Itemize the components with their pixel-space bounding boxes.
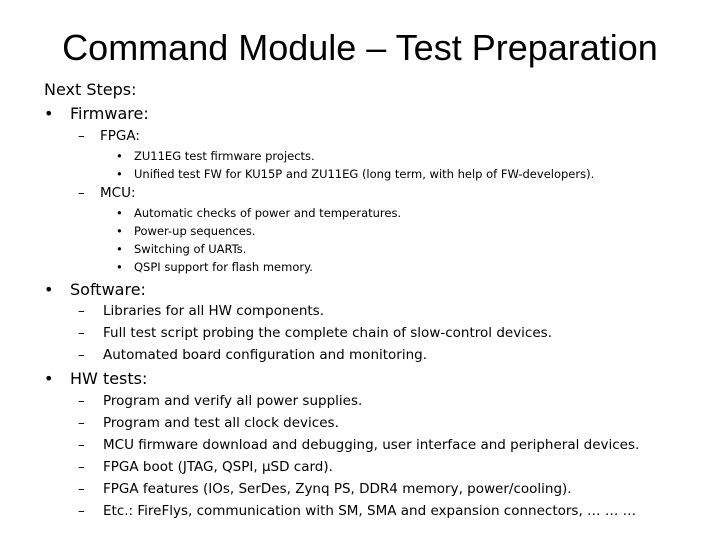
heading-next-steps: Next Steps: [44, 80, 137, 99]
slide: Command Module – Test Preparation Next Steps: • Firmware: – FPGA: • ZU11EG test firmware projects. • Unified test FW for KU15P and ZU11EG (long term, with help of FW-developers). – MCU: • Automatic checks of power and temperatures. • Power-up sequences. • Switching of UARTs. • QSPI support for flash memory. • Software: – Libraries for all HW components. – Full test script probing the complete chain of slow-control devices. – Automated board configuration and monitoring. • HW tests: – Program and verify all power supplies. – Program and test all clock devices. – MCU firmware download and debugging, user interface and peripheral devices. – FPGA boot (JTAG, QSPI, µSD card). – FPGA features (IOs, SerDes, Zynq PS, DDR4 memory, power/cooling). – Etc.: FireFlys, communication with SM, SMA and expansion connectors, … … … [0, 0, 720, 540]
group-label: MCU: [100, 185, 136, 201]
dash-icon: – [78, 415, 85, 431]
dash-icon: – [78, 459, 85, 475]
bullet-icon: • [116, 224, 123, 238]
bullet-icon: • [116, 206, 123, 220]
bullet-icon: • [116, 260, 123, 274]
slide-title: Command Module – Test Preparation [62, 27, 658, 68]
dash-icon: – [78, 325, 85, 341]
bullet-icon: • [116, 242, 123, 256]
section-label: HW tests: [70, 369, 148, 388]
section-label: Firmware: [70, 104, 149, 123]
bullet-icon: • [116, 149, 123, 163]
dash-icon: – [78, 437, 85, 453]
dash-icon: – [78, 393, 85, 409]
group-label: FPGA: [100, 128, 140, 144]
dash-icon: – [78, 347, 85, 363]
section-label: Software: [70, 280, 146, 299]
bullet-icon: • [116, 167, 123, 181]
dash-icon: – [78, 185, 85, 201]
bullet-icon: • [44, 280, 54, 299]
bullet-icon: • [44, 104, 54, 123]
dash-icon: – [78, 503, 85, 519]
dash-icon: – [78, 303, 85, 319]
dash-icon: – [78, 128, 85, 144]
dash-icon: – [78, 481, 85, 497]
bullet-icon: • [44, 369, 54, 388]
